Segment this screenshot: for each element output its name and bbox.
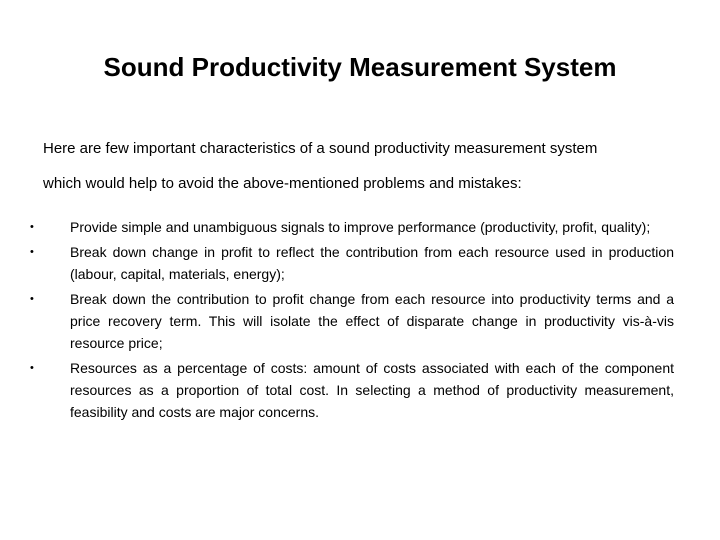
list-item-text: Resources as a percentage of costs: amount of costs associated with each of the component resources as a proportion of total cost. In selecting a method of productivity measurement, feasibility and costs are major concerns.: [70, 360, 674, 420]
list-item-text: Provide simple and unambiguous signals to improve performance (productivity, profit, quality);: [70, 219, 651, 235]
list-item: [30, 216, 674, 238]
bullet-icon: •: [30, 221, 34, 233]
list-item-text: Break down change in profit to reflect the contribution from each resource used in production (labour, capital, materials, energy);: [70, 244, 674, 282]
bullet-icon: •: [30, 246, 34, 258]
list-item-text: Break down the contribution to profit change from each resource into productivity terms and a price recovery term. This will isolate the effect of disparate change in productivity vis-à-vis resource price;: [70, 291, 674, 351]
list-item: [30, 357, 674, 423]
list-item: [30, 241, 674, 285]
bullet-icon: •: [30, 293, 34, 305]
intro-line-1: Here are few important characteristics of a sound productivity measurement system: [43, 140, 598, 157]
intro-line-2: which would help to avoid the above-mentioned problems and mistakes:: [43, 175, 522, 192]
slide-title: Sound Productivity Measurement System: [103, 52, 617, 82]
intro-paragraph: [43, 139, 683, 194]
bullet-icon: •: [30, 362, 34, 374]
characteristics-list: [30, 216, 674, 426]
list-item: [30, 288, 674, 354]
